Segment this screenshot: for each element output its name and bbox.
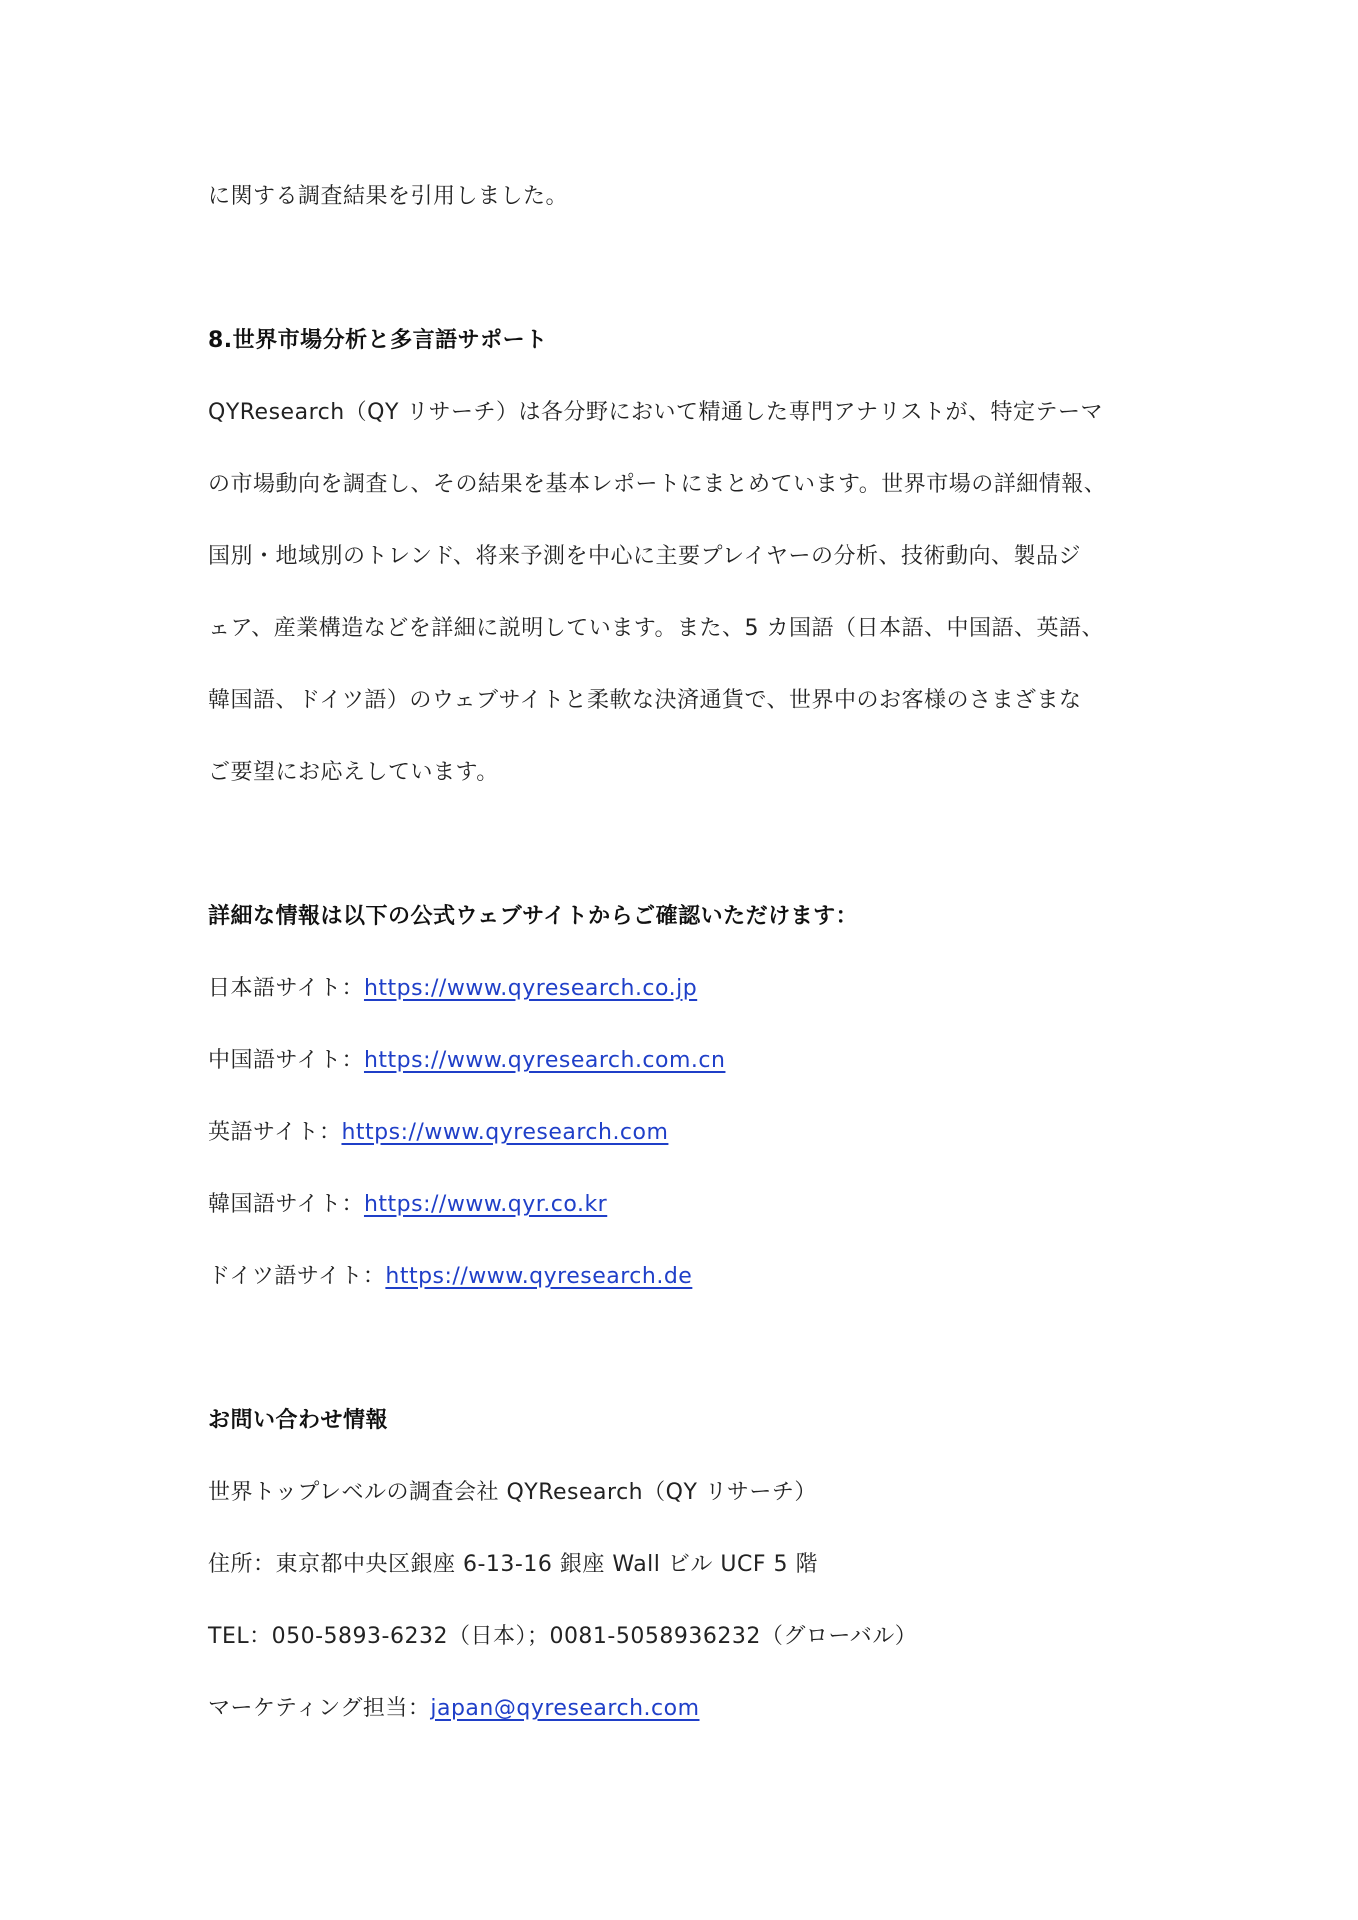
section-8-paragraph-line-5: 韓国語、ドイツ語）のウェブサイトと柔軟な決済通貨で、世界中のお客様のさまざまな bbox=[208, 688, 1082, 713]
website-row-japanese bbox=[208, 974, 1168, 1004]
website-row-german bbox=[208, 1262, 1168, 1292]
intro-tail-text: に関する調査結果を引用しました。 bbox=[208, 184, 569, 209]
website-row-korean bbox=[208, 1190, 1168, 1220]
website-link-german[interactable]: https://www.qyresearch.de bbox=[385, 1264, 693, 1289]
website-link-korean[interactable]: https://www.qyr.co.kr bbox=[363, 1192, 608, 1217]
websites-heading: 詳細な情報は以下の公式ウェブサイトからご確認いただけます： bbox=[208, 904, 859, 929]
contact-marketing-label: マーケティング担当： bbox=[208, 1696, 431, 1721]
section-8-heading: 8.世界市場分析と多言語サポート bbox=[208, 328, 548, 353]
contact-marketing-row bbox=[208, 1694, 1168, 1724]
website-link-english[interactable]: https://www.qyresearch.com bbox=[341, 1120, 669, 1145]
website-row-chinese bbox=[208, 1046, 1168, 1076]
section-8-paragraph-line-6: ご要望にお応えしています。 bbox=[208, 760, 499, 785]
contact-company: 世界トップレベルの調査会社 QYResearch（QY リサーチ） bbox=[208, 1480, 817, 1505]
website-label-german: ドイツ語サイト： bbox=[208, 1264, 386, 1289]
section-8-paragraph-line-1: QYResearch（QY リサーチ）は各分野において精通した専門アナリストが、特定テーマ bbox=[208, 400, 1104, 425]
website-row-english bbox=[208, 1118, 1168, 1148]
contact-heading: お問い合わせ情報 bbox=[208, 1408, 389, 1433]
section-8-paragraph-line-4: ェア、産業構造などを詳細に説明しています。また、5 カ国語（日本語、中国語、英語、 bbox=[208, 616, 1104, 641]
website-link-chinese[interactable]: https://www.qyresearch.com.cn bbox=[363, 1048, 726, 1073]
website-label-chinese: 中国語サイト： bbox=[208, 1048, 364, 1073]
contact-tel: TEL：050-5893-6232（日本）；0081-5058936232（グローバル） bbox=[208, 1624, 918, 1649]
website-label-japanese: 日本語サイト： bbox=[208, 976, 364, 1001]
contact-email-link[interactable]: japan@qyresearch.com bbox=[430, 1696, 700, 1721]
website-label-korean: 韓国語サイト： bbox=[208, 1192, 364, 1217]
section-8-paragraph-line-2: の市場動向を調査し、その結果を基本レポートにまとめています。世界市場の詳細情報、 bbox=[208, 472, 1107, 497]
website-label-english: 英語サイト： bbox=[208, 1120, 342, 1145]
website-link-japanese[interactable]: https://www.qyresearch.co.jp bbox=[363, 976, 698, 1001]
contact-address: 住所：東京都中央区銀座 6-13-16 銀座 Wall ビル UCF 5 階 bbox=[208, 1552, 818, 1577]
section-8-paragraph-line-3: 国別・地域別のトレンド、将来予測を中心に主要プレイヤーの分析、技術動向、製品ジ bbox=[208, 544, 1081, 569]
